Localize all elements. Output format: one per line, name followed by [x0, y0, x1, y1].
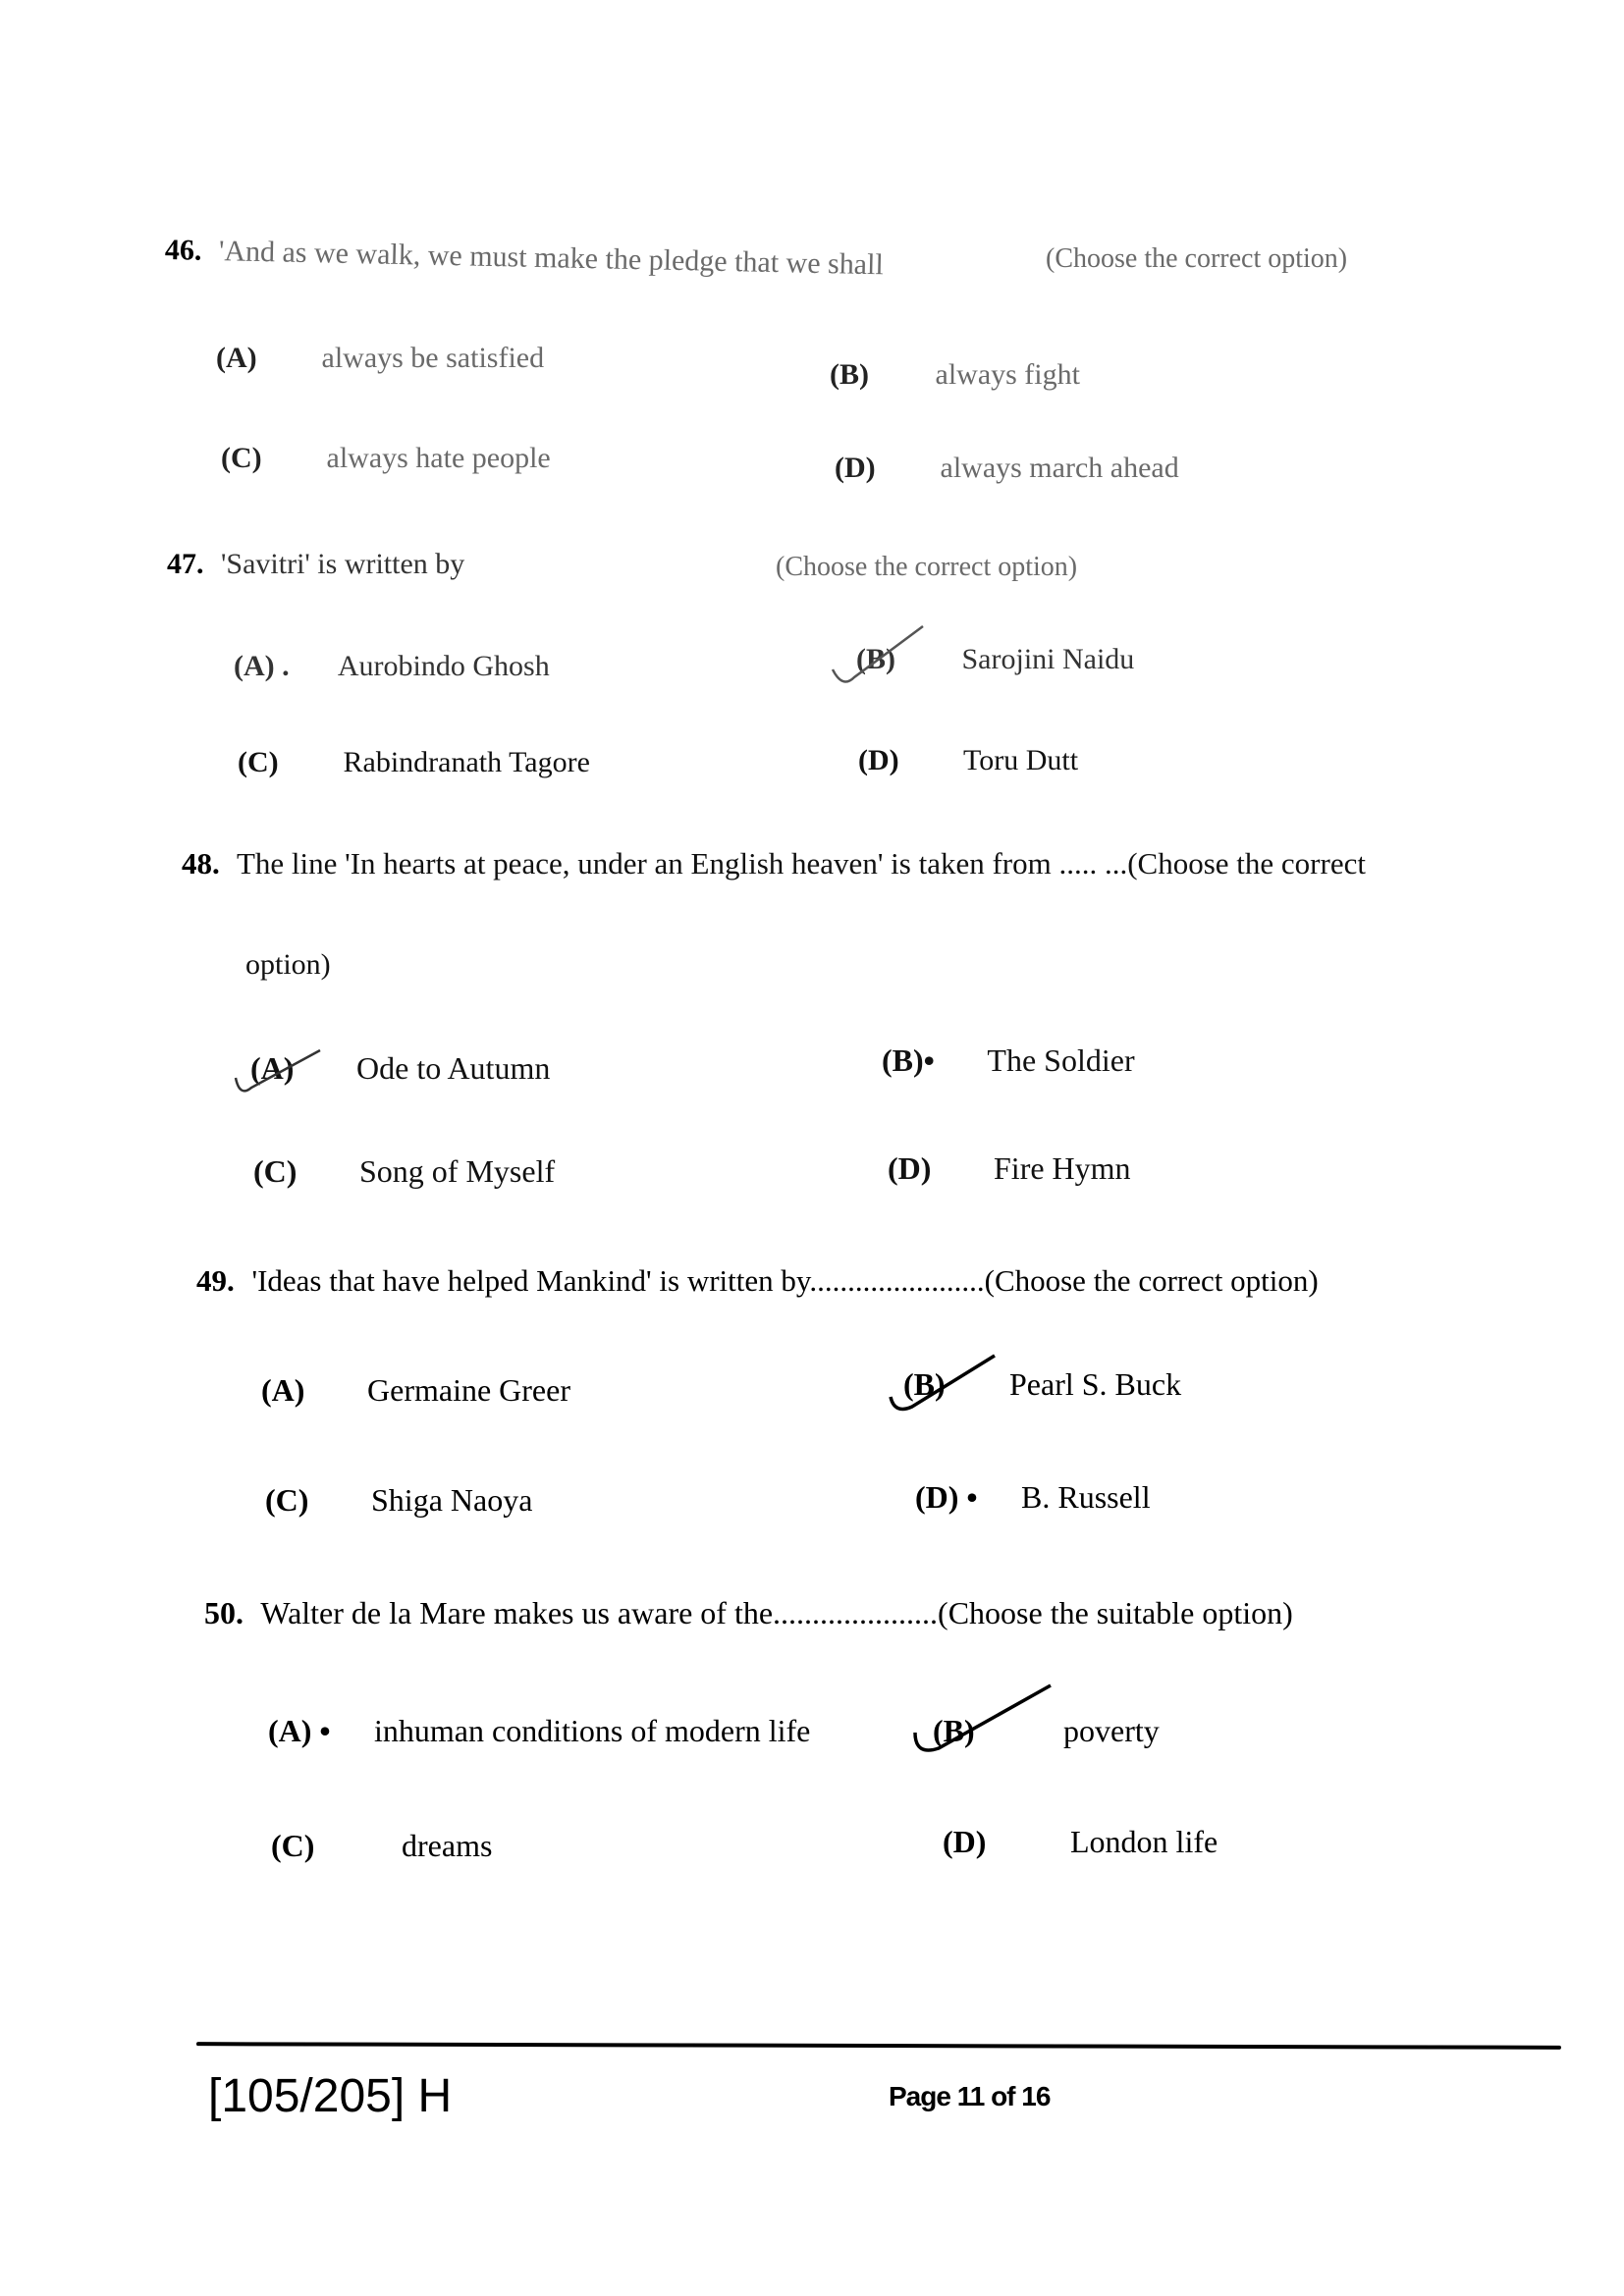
- option-c: [238, 746, 590, 779]
- option-label: (A): [261, 1372, 305, 1408]
- option-text: The Soldier: [987, 1042, 1135, 1078]
- option-text: Germaine Greer: [367, 1372, 570, 1408]
- option-text: Song of Myself: [359, 1153, 556, 1189]
- option-b: [933, 1713, 1160, 1749]
- option-c: [253, 1153, 555, 1190]
- option-label: (C): [221, 442, 262, 474]
- option-b: [830, 358, 1080, 392]
- option-text: always be satisfied: [321, 342, 545, 374]
- option-text: always march ahead: [940, 452, 1179, 484]
- option-label: (C): [253, 1153, 298, 1189]
- option-label: (A) •: [268, 1713, 331, 1748]
- question-number: 50.: [204, 1595, 244, 1630]
- option-a: [268, 1713, 810, 1749]
- option-b: [856, 643, 1134, 676]
- option-b: [882, 1042, 1135, 1079]
- option-text: always hate people: [326, 442, 551, 474]
- option-label: (B)•: [882, 1042, 935, 1078]
- option-c: [271, 1828, 492, 1864]
- question-48: [182, 846, 1366, 881]
- option-text: dreams: [402, 1828, 493, 1863]
- question-continuation: option): [245, 948, 331, 981]
- option-label: (A) .: [234, 650, 290, 682]
- option-text: Toru Dutt: [962, 744, 1079, 776]
- question-number: 49.: [196, 1263, 235, 1298]
- option-label: (A): [250, 1050, 295, 1086]
- option-text: poverty: [1063, 1713, 1160, 1748]
- option-b: [903, 1366, 1181, 1403]
- option-c: [221, 442, 551, 475]
- option-d: [835, 452, 1179, 485]
- question-text: Walter de la Mare makes us aware of the.....................(Choose the suitable option): [260, 1595, 1293, 1630]
- option-text: Pearl S. Buck: [1009, 1366, 1182, 1402]
- option-text: Aurobindo Ghosh: [337, 650, 550, 682]
- question-text: 'And as we walk, we must make the pledge that we shall: [218, 235, 885, 282]
- option-text: Shiga Naoya: [371, 1482, 533, 1518]
- question-text: 'Ideas that have helped Mankind' is written by.......................(Choose the correct option): [251, 1263, 1319, 1298]
- question-instruction: (Choose the correct option): [1046, 243, 1348, 274]
- question-46: [165, 234, 884, 282]
- question-49: [196, 1263, 1319, 1299]
- option-text: London life: [1070, 1824, 1218, 1859]
- question-number: 47.: [167, 548, 204, 580]
- paper-code: [105/205] H: [208, 2070, 453, 2122]
- option-a: [250, 1050, 550, 1087]
- question-50: [204, 1595, 1293, 1631]
- option-label: (B): [903, 1366, 946, 1402]
- option-text: B. Russell: [1021, 1479, 1151, 1515]
- option-text: Fire Hymn: [994, 1150, 1131, 1186]
- option-label: (D) •: [915, 1479, 978, 1515]
- option-label: (D): [888, 1150, 932, 1186]
- option-a: [261, 1372, 570, 1409]
- option-label: (C): [265, 1482, 309, 1518]
- option-label: (D): [943, 1824, 987, 1859]
- option-text: inhuman conditions of modern life: [374, 1713, 811, 1748]
- question-text: 'Savitri' is written by: [221, 548, 465, 580]
- option-d: [915, 1479, 1151, 1516]
- option-d: [888, 1150, 1131, 1187]
- question-number: 46.: [164, 234, 202, 267]
- option-label: (B): [933, 1713, 975, 1748]
- option-c: [265, 1482, 532, 1519]
- question-text: The line 'In hearts at peace, under an English heaven' is taken from ..... ...(Choose the correct: [236, 846, 1366, 881]
- option-label: (C): [238, 746, 279, 778]
- option-label: (B): [856, 643, 895, 675]
- option-label: (D): [835, 452, 876, 484]
- question-number: 48.: [182, 846, 220, 881]
- option-d: [943, 1824, 1218, 1860]
- question-instruction: (Choose the correct option): [776, 552, 1078, 582]
- option-label: (A): [216, 342, 257, 374]
- option-text: Ode to Autumn: [356, 1050, 551, 1086]
- option-d: [858, 744, 1078, 777]
- page-number: Page 11 of 16: [889, 2081, 1051, 2111]
- option-a: [216, 342, 544, 375]
- footer-divider: [196, 2042, 1561, 2050]
- option-text: Sarojini Naidu: [961, 643, 1135, 675]
- option-label: (C): [271, 1828, 315, 1863]
- option-label: (B): [830, 358, 869, 391]
- question-47: [167, 548, 464, 581]
- option-text: Rabindranath Tagore: [343, 746, 590, 778]
- option-a: [234, 650, 550, 683]
- option-label: (D): [858, 744, 899, 776]
- option-text: always fight: [935, 358, 1080, 391]
